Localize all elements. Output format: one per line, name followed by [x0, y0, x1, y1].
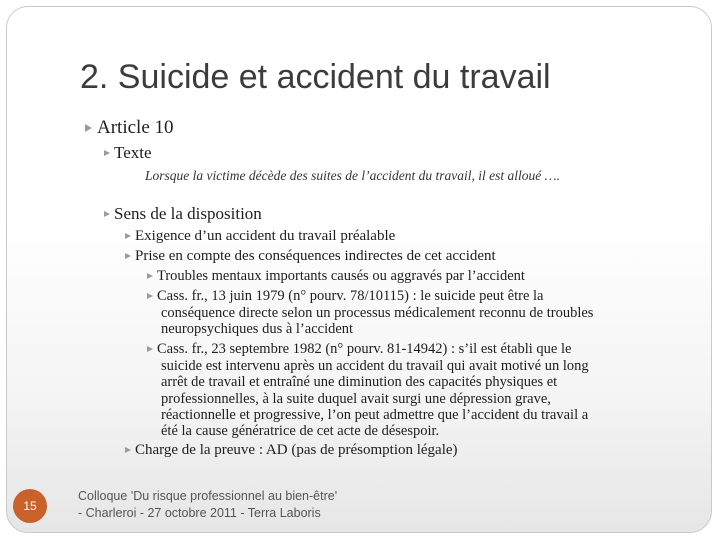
sens-label: Sens de la disposition	[114, 204, 262, 223]
footer	[78, 488, 337, 522]
bullet-charge	[125, 442, 458, 459]
bullet-icon	[125, 253, 131, 259]
footer-line: - Charleroi - 27 octobre 2011 - Terra Laboris	[78, 506, 321, 520]
bullet-icon	[125, 447, 131, 453]
article-label: Article 10	[97, 117, 174, 138]
bullet-prise	[125, 248, 496, 265]
bullet-exigence	[125, 228, 395, 245]
cass2-line: suicide est intervenu après un accident du travail qui avait motivé un long	[161, 358, 589, 374]
bullet-icon	[147, 346, 153, 352]
bullet-icon	[147, 273, 153, 279]
charge-text: Charge de la preuve : AD (pas de présomption légale)	[135, 442, 458, 458]
slide-title: 2. Suicide et accident du travail	[80, 58, 551, 96]
texte-label: Texte	[114, 143, 152, 162]
cass2-line: été la cause génératrice de cet acte de désespoir.	[161, 423, 440, 440]
cass1-line: conséquence directe selon un processus médicalement reconnu de troubles	[161, 305, 594, 321]
quoted-text: Lorsque la victime décède des suites de l’accident du travail, il est alloué ….	[145, 168, 561, 183]
cass2-line: arrêt de travail et entraîné une diminution des capacités physiques et	[161, 374, 558, 391]
bullet-cass-1982	[147, 341, 589, 439]
exigence-text: Exigence d’un accident du travail préalable	[135, 228, 396, 244]
slide-number-badge: 15	[13, 489, 47, 523]
bullet-article	[85, 117, 174, 139]
bullet-sens	[104, 204, 262, 224]
troubles-text: Troubles mentaux importants causés ou aggravés par l’accident	[157, 268, 525, 284]
bullet-icon	[125, 233, 131, 239]
cass2-line: Cass. fr., 23 septembre 1982 (n° pourv. 81-14942) : s’il est établi que le	[157, 341, 572, 357]
bullet-icon	[147, 293, 153, 299]
cass1-line: neuropsychiques dus à l’accident	[161, 321, 354, 338]
footer-line: Colloque 'Du risque professionnel au bien-être'	[78, 489, 338, 503]
bullet-icon	[104, 211, 110, 217]
prise-text: Prise en compte des conséquences indirectes de cet accident	[135, 248, 496, 264]
bullet-texte	[104, 143, 152, 163]
cass1-line: Cass. fr., 13 juin 1979 (n° pourv. 78/10115) : le suicide peut être la	[157, 288, 544, 304]
bullet-icon	[85, 124, 92, 132]
bullet-cass-1979	[147, 288, 593, 338]
bullet-troubles	[147, 268, 525, 285]
cass2-line: professionnelles, à la suite duquel avait surgi une dépression grave,	[161, 390, 551, 407]
bullet-icon	[104, 150, 110, 156]
cass2-line: réactionnelle et progressive, l’on peut admettre que l’accident du travail a	[161, 406, 589, 423]
